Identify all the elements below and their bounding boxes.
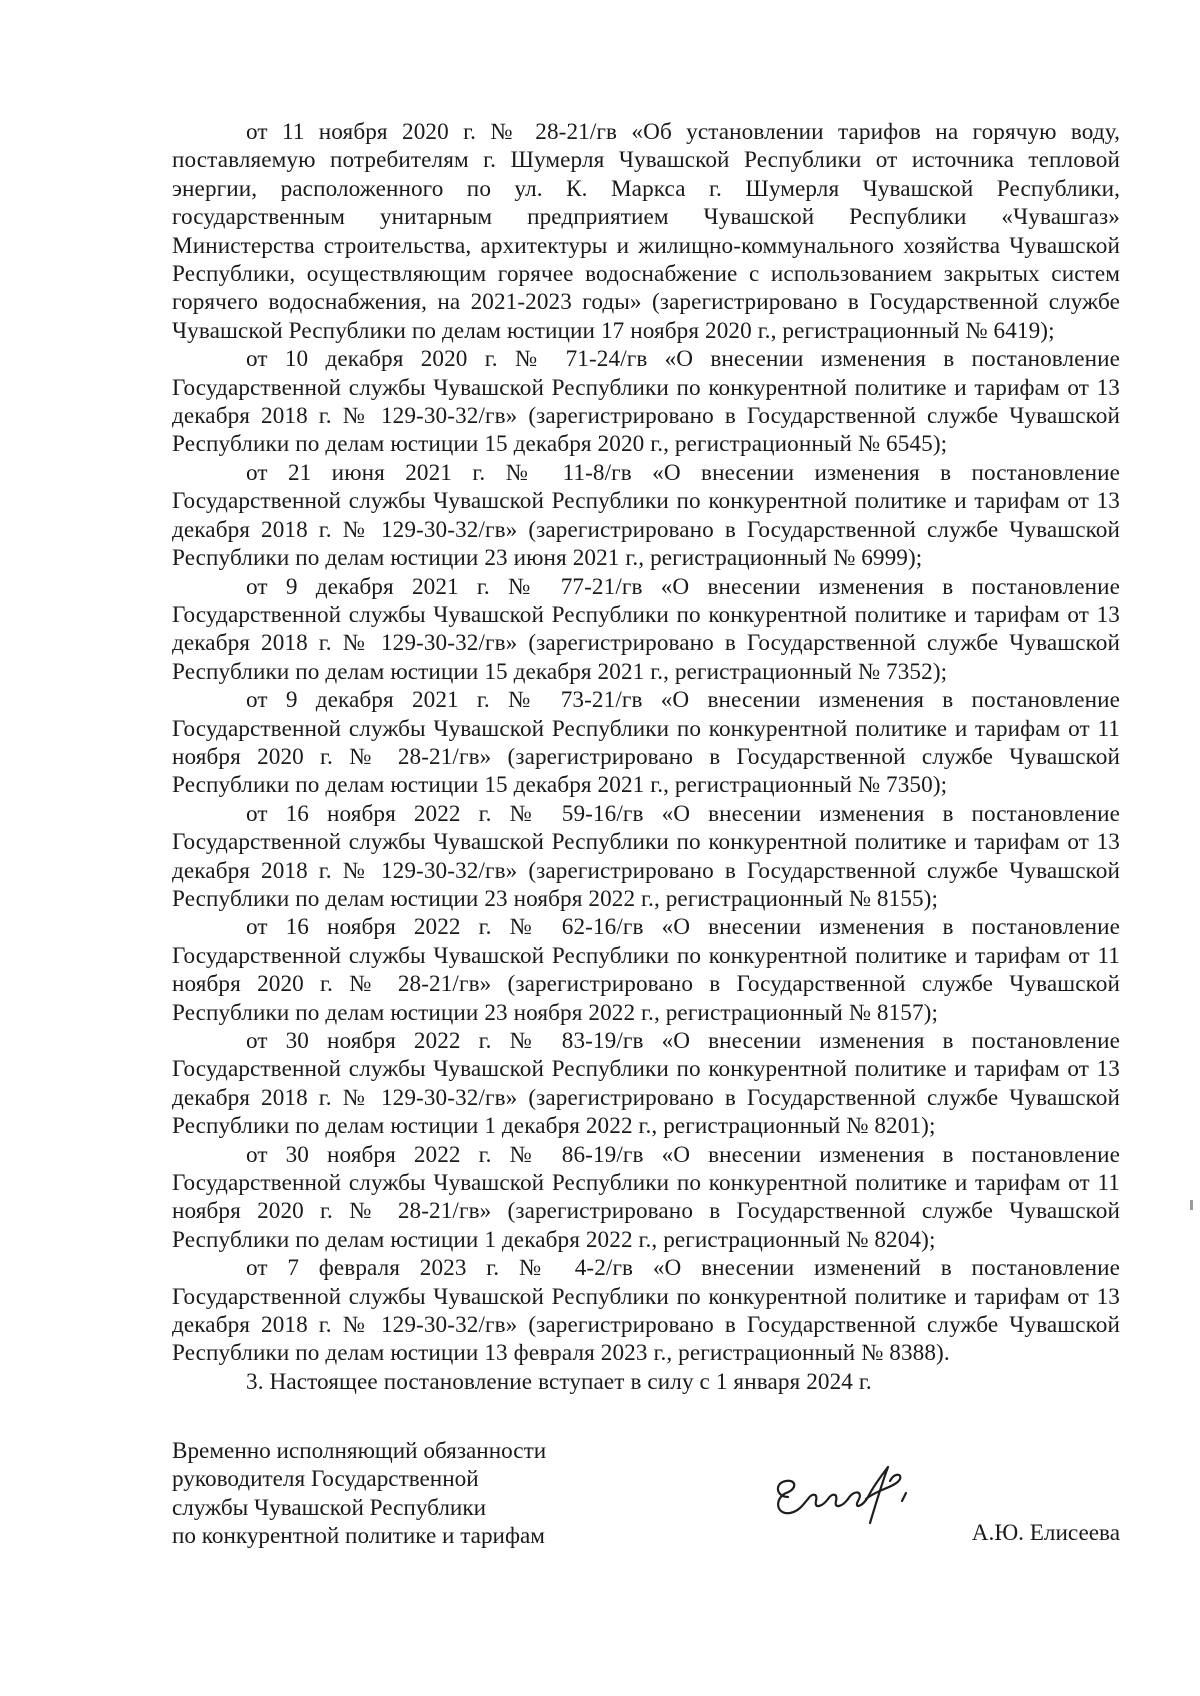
signer-name: А.Ю. Елисеева xyxy=(971,1520,1120,1546)
paragraph: от 30 ноября 2022 г. № 83-19/гв «О внесении изменения в постановление Государственной службы Чувашской Республики по конкурентной политике и тарифам от 13 декабря 2018 г. № 129-30-32/гв» (зарегистрировано в Государственной службе Чувашской Республики по делам юстиции 1 декабря 2022 г., регистрационный № 8201); xyxy=(172,1028,1120,1140)
paragraph: от 11 ноября 2020 г. № 28-21/гв «Об установлении тарифов на горячую воду, поставляемую потребителям г. Шумерля Чувашской Республики от источника тепловой энергии, расположенного по ул. К. Маркса г. Шумерля Чувашской Республики, государственным унитарным предприятием Чувашской Республики «Чувашгаз» Министерства строительства, архитектуры и жилищно-коммунального хозяйства Чувашской Республики, осуществляющим горячее водоснабжение с использованием закрытых систем горячего водоснабжения, на 2021-2023 годы» (зарегистрировано в Государственной службе Чувашской Республики по делам юстиции 17 ноября 2020 г., регистрационный № 6419); xyxy=(172,119,1120,344)
signer-position xyxy=(172,1437,632,1551)
paragraph: от 30 ноября 2022 г. № 86-19/гв «О внесении изменения в постановление Государственной службы Чувашской Республики по конкурентной политике и тарифам от 11 ноября 2020 г. № 28-21/гв» (зарегистрировано в Государственной службе Чувашской Республики по делам юстиции 1 декабря 2022 г., регистрационный № 8204); xyxy=(172,1141,1120,1253)
signer-position-line: руководителя Государственной xyxy=(172,1466,479,1493)
effective-date-clause: 3. Настоящее постановление вступает в силу с 1 января 2024 г. xyxy=(246,1368,872,1395)
signer-position-line: по конкурентной политике и тарифам xyxy=(172,1523,545,1550)
paragraph: от 9 декабря 2021 г. № 73-21/гв «О внесении изменения в постановление Государственной службы Чувашской Республики по конкурентной политике и тарифам от 11 ноября 2020 г. № 28-21/гв» (зарегистрировано в Государственной службе Чувашской Республики по делам юстиции 15 декабря 2021 г., регистрационный № 7350); xyxy=(172,687,1120,799)
handwritten-signature xyxy=(770,1453,940,1535)
signature-block xyxy=(172,1437,1120,1567)
paragraph: от 7 февраля 2023 г. № 4-2/гв «О внесении изменений в постановление Государственной службы Чувашской Республики по конкурентной политике и тарифам от 13 декабря 2018 г. № 129-30-32/гв» (зарегистрировано в Государственной службе Чувашской Республики по делам юстиции 13 февраля 2023 г., регистрационный № 8388). xyxy=(172,1255,1120,1367)
paragraph: от 10 декабря 2020 г. № 71-24/гв «О внесении изменения в постановление Государственной службы Чувашской Республики по конкурентной политике и тарифам от 13 декабря 2018 г. № 129-30-32/гв» (зарегистрировано в Государственной службе Чувашской Республики по делам юстиции 15 декабря 2020 г., регистрационный № 6545); xyxy=(172,346,1120,458)
paragraph: от 21 июня 2021 г. № 11-8/гв «О внесении изменения в постановление Государственной службы Чувашской Республики по конкурентной политике и тарифам от 13 декабря 2018 г. № 129-30-32/гв» (зарегистрировано в Государственной службе Чувашской Республики по делам юстиции 23 июня 2021 г., регистрационный № 6999); xyxy=(172,459,1120,572)
paragraph: от 16 ноября 2022 г. № 59-16/гв «О внесении изменения в постановление Государственной службы Чувашской Республики по конкурентной политике и тарифам от 13 декабря 2018 г. № 129-30-32/гв» (зарегистрировано в Государственной службе Чувашской Республики по делам юстиции 23 ноября 2022 г., регистрационный № 8155); xyxy=(172,800,1120,912)
signer-position-line: Временно исполняющий обязанности xyxy=(172,1438,547,1464)
scan-edge-mark xyxy=(1190,1200,1193,1210)
paragraph: от 9 декабря 2021 г. № 77-21/гв «О внесении изменения в постановление Государственной службы Чувашской Республики по конкурентной политике и тарифам от 13 декабря 2018 г. № 129-30-32/гв» (зарегистрировано в Государственной службе Чувашской Республики по делам юстиции 15 декабря 2021 г., регистрационный № 7352); xyxy=(172,573,1120,685)
document-body xyxy=(172,118,1120,1396)
paragraph: от 16 ноября 2022 г. № 62-16/гв «О внесении изменения в постановление Государственной службы Чувашской Республики по конкурентной политике и тарифам от 11 ноября 2020 г. № 28-21/гв» (зарегистрировано в Государственной службе Чувашской Республики по делам юстиции 23 ноября 2022 г., регистрационный № 8157); xyxy=(172,914,1120,1026)
signer-position-line: службы Чувашской Республики xyxy=(172,1494,486,1521)
